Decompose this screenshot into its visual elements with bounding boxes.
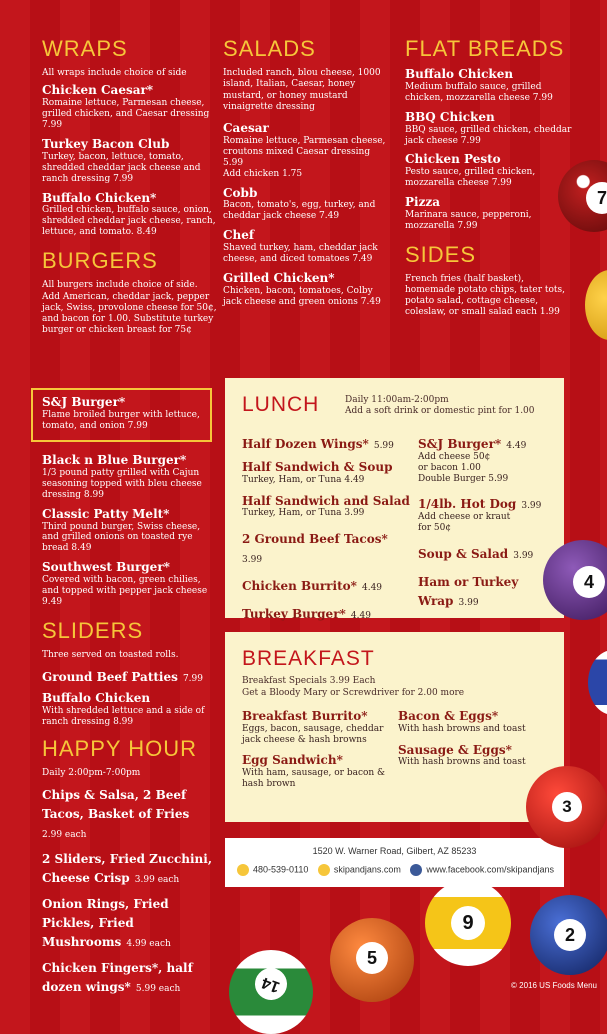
lunch-heading: LUNCH	[242, 393, 320, 416]
item-name: Ham or Turkey Wrap	[418, 574, 519, 608]
item-desc: Add cheese 50¢ or bacon 1.00 Double Burger 5.99	[418, 452, 509, 484]
breakfast-info	[242, 676, 464, 699]
billiard-ball-10	[588, 650, 607, 715]
right-column	[405, 38, 575, 318]
sliders-note: Three served on toasted rolls.	[42, 650, 179, 661]
phone[interactable]: 480-539-0110	[237, 864, 308, 876]
item-name: S&J Burger*	[418, 437, 502, 451]
item-name: Chicken Fingers*, half dozen wings*	[42, 961, 193, 995]
happy-hour-item	[42, 848, 212, 886]
happy-hour-item	[42, 893, 212, 950]
lunch-item	[242, 495, 412, 520]
item-desc: Pesto sauce, grilled chicken, mozzarella cheese 7.99	[405, 167, 536, 189]
breakfast-specials: Breakfast Specials 3.99 Each	[242, 676, 376, 686]
item-desc: Marinara sauce, pepperoni, mozzarella 7.99	[405, 210, 532, 231]
flat-bread-item	[405, 111, 575, 147]
item-desc: With shredded lettuce and a side of ranch dressing 8.99	[42, 706, 205, 728]
left-column-lower	[42, 454, 212, 1002]
item-price: 3.99	[242, 555, 263, 566]
item-desc: With hash browns and toast	[398, 757, 526, 768]
ball-number: 2	[554, 919, 586, 951]
ball-number: 4	[573, 566, 605, 598]
item-name: Onion Rings, Fried Pickles, Fried Mushrooms	[42, 897, 169, 950]
item-price: 7.99	[182, 674, 203, 685]
item-price: 5.99 each	[135, 984, 181, 995]
lunch-item	[242, 575, 412, 594]
item-desc: With ham, sausage, or bacon & hash brown	[242, 768, 386, 789]
item-desc: Turkey, Ham, or Tuna 3.99	[242, 508, 365, 519]
website-link[interactable]: skipandjans.com	[318, 864, 401, 876]
item-name: Chicken Burrito*	[242, 579, 357, 594]
burger-item	[42, 508, 212, 555]
facebook-icon	[410, 864, 422, 876]
item-desc: Turkey, Ham, or Tuna 4.49	[242, 474, 365, 485]
item-desc: Romaine lettuce, Parmesan cheese, grilled chicken, and Caesar dressing 7.99	[42, 98, 210, 130]
item-name: Turkey Bacon Club	[42, 136, 170, 151]
lunch-item	[418, 493, 553, 534]
item-name: Grilled Chicken*	[223, 271, 335, 286]
item-name: Breakfast Burrito*	[242, 709, 368, 723]
item-name: Chef	[223, 228, 255, 243]
salad-item	[223, 229, 388, 265]
item-price: 5.99	[373, 441, 394, 451]
wraps-note: All wraps include choice of side	[42, 68, 187, 78]
item-price: 3.99	[521, 501, 542, 512]
item-price: 4.99 each	[126, 939, 171, 950]
item-desc: Bacon, tomato's, egg, turkey, and cheddar jack cheese 7.49	[223, 200, 376, 222]
item-name: Egg Sandwich*	[242, 753, 343, 768]
item-name: Soup & Salad	[418, 546, 509, 561]
flat-bread-item	[405, 68, 575, 104]
ball-number: 7	[586, 182, 607, 214]
web-icon	[318, 864, 330, 876]
burger-item	[42, 454, 212, 501]
lunch-item	[242, 603, 412, 622]
phone-icon	[237, 864, 249, 876]
item-name: Cobb	[223, 185, 258, 200]
item-price: 4.49	[350, 611, 371, 622]
salad-item	[223, 122, 388, 180]
item-desc: Romaine lettuce, Parmesan cheese, croutons mixed Caesar dressing 5.99	[223, 135, 386, 168]
lunch-panel	[225, 378, 564, 622]
item-desc: Turkey, bacon, lettuce, tomato, shredded cheddar jack cheese and ranch dressing 7.99	[42, 151, 201, 184]
item-name: Pizza	[405, 195, 440, 210]
item-name: Buffalo Chicken	[405, 67, 514, 81]
item-name: Southwest Burger*	[42, 560, 170, 575]
item-name: Chicken Pesto	[405, 152, 501, 167]
lunch-note: Add a soft drink or domestic pint for 1.00	[345, 406, 535, 417]
happy-hour-item	[42, 784, 212, 841]
item-name: 2 Ground Beef Tacos*	[242, 532, 388, 547]
item-desc: Shaved turkey, ham, cheddar jack cheese, and diced tomatoes 7.49	[223, 243, 378, 265]
address: 1520 W. Warner Road, Gilbert, AZ 85233	[312, 846, 477, 856]
item-name: Caesar	[223, 121, 269, 135]
wrap-item	[42, 84, 217, 131]
item-name: Half Sandwich and Salad	[242, 493, 410, 508]
item-desc: BBQ sauce, grilled chicken, cheddar jack cheese 7.99	[405, 124, 572, 146]
breakfast-right	[398, 710, 538, 777]
ball-number: 5	[356, 942, 388, 974]
contact-row	[237, 864, 554, 876]
ball-number: 9	[451, 906, 485, 940]
item-name: Classic Patty Melt*	[42, 506, 170, 521]
item-name: BBQ Chicken	[405, 109, 495, 124]
item-desc: Covered with bacon, green chilies, and topped with pepper jack cheese 9.49	[42, 575, 208, 608]
lunch-right	[418, 433, 553, 618]
item-name: Bacon & Eggs*	[398, 709, 499, 723]
salads-note: Included ranch, blou cheese, 1000 island, Italian, Caesar, honey mustard, or honey mustard vinaigrette dressing	[223, 68, 381, 112]
lunch-item	[242, 433, 412, 452]
lunch-hours: Daily 11:00am-2:00pm	[345, 395, 449, 405]
breakfast-panel	[225, 632, 564, 822]
flat-breads-heading: FLAT BREADS	[405, 36, 565, 61]
billiard-ball-yellow	[585, 270, 607, 340]
lunch-info	[345, 395, 535, 418]
burgers-heading: BURGERS	[42, 248, 158, 274]
lunch-item	[418, 543, 553, 562]
featured-burger-box	[31, 388, 212, 442]
billiard-ball-2	[530, 895, 607, 975]
item-desc: 1/3 pound patty grilled with Cajun seasoning topped with bleu cheese dressing 8.99	[42, 467, 202, 500]
item-name: Half Dozen Wings*	[242, 437, 369, 451]
contact-bar	[225, 838, 564, 887]
left-column	[42, 38, 217, 342]
lunch-item	[418, 433, 553, 484]
sliders-heading: SLIDERS	[42, 618, 144, 644]
salads-heading: SALADS	[223, 36, 316, 61]
item-name: Turkey Burger*	[242, 607, 346, 622]
billiard-ball-5	[330, 918, 414, 1002]
sides-heading: SIDES	[405, 241, 477, 267]
copyright: © 2016 US Foods Menu	[511, 981, 597, 990]
item-price: 3.99 each	[134, 875, 180, 886]
item-name: Ground Beef Patties	[42, 670, 178, 685]
item-desc: Medium buffalo sauce, grilled chicken, mozzarella cheese 7.99	[405, 81, 553, 103]
item-price: 3.99	[513, 550, 534, 561]
happy-hour-note: Daily 2:00pm-7:00pm	[42, 768, 141, 779]
item-name: 2 Sliders, Fried Zucchini, Cheese Crisp	[42, 852, 213, 886]
item-name: 1/4lb. Hot Dog	[418, 497, 517, 512]
item-name: Buffalo Chicken	[42, 691, 151, 706]
middle-column	[223, 38, 388, 315]
item-extra: Add chicken 1.75	[223, 168, 303, 179]
flat-bread-item	[405, 196, 575, 232]
item-desc: Flame broiled burger with lettuce, tomato, and onion 7.99	[42, 409, 200, 431]
item-desc: Add cheese or kraut for 50¢	[418, 512, 511, 534]
lunch-item	[242, 461, 412, 486]
wrap-item	[42, 138, 217, 185]
breakfast-item	[398, 744, 538, 769]
item-name: Half Sandwich & Soup	[242, 460, 393, 474]
lunch-item	[418, 571, 553, 609]
sides-desc: French fries (half basket), homemade potato chips, tater tots, potato salad, cottage cheese, coleslaw, or small salad each 1.99	[405, 273, 566, 317]
item-name: Sausage & Eggs*	[398, 742, 512, 757]
breakfast-item	[398, 710, 538, 735]
item-price: 3.99	[458, 597, 479, 608]
slider-item	[42, 692, 212, 728]
item-name: Black n Blue Burger*	[42, 453, 187, 467]
lunch-left	[242, 433, 412, 631]
item-desc: Eggs, bacon, sausage, cheddar jack cheese & hash browns	[242, 723, 384, 745]
wrap-item	[42, 192, 217, 239]
item-name: S&J Burger*	[42, 395, 126, 409]
breakfast-item	[242, 754, 392, 789]
lunch-header	[242, 394, 319, 415]
salad-item	[223, 187, 388, 223]
flat-bread-item	[405, 153, 575, 189]
slider-item	[42, 666, 212, 685]
breakfast-note: Get a Bloody Mary or Screwdriver for 2.00 more	[242, 687, 465, 698]
breakfast-left	[242, 710, 392, 799]
item-name: Chicken Caesar*	[42, 83, 154, 98]
item-price: 4.49	[506, 441, 527, 451]
salad-item	[223, 272, 388, 308]
happy-hour-heading: HAPPY HOUR	[42, 736, 198, 762]
item-name: Buffalo Chicken*	[42, 190, 157, 205]
breakfast-heading: BREAKFAST	[242, 647, 375, 670]
billiard-ball-14	[229, 950, 313, 1034]
item-price: 4.49	[361, 583, 383, 594]
billiard-ball-9	[425, 880, 511, 966]
item-price: 2.99 each	[42, 830, 87, 841]
burger-item	[42, 561, 212, 608]
ball-number: 14	[250, 963, 291, 1004]
item-desc: With hash browns and toast	[398, 723, 526, 734]
item-desc: Chicken, bacon, tomatoes, Colby jack cheese and green onions 7.49	[223, 285, 381, 307]
item-name: Chips & Salsa, 2 Beef Tacos, Basket of Fries	[42, 788, 190, 822]
happy-hour-item	[42, 957, 212, 995]
item-desc: Third pound burger, Swiss cheese, and grilled onions on toasted rye bread 8.49	[42, 521, 201, 554]
ball-number: 3	[552, 792, 582, 822]
facebook-link[interactable]: www.facebook.com/skipandjans	[410, 864, 554, 876]
lunch-item	[242, 528, 412, 566]
breakfast-item	[242, 710, 392, 745]
item-desc: Grilled chicken, buffalo sauce, onion, shredded cheddar jack cheese, ranch, lettuce, and tomato. 8.49	[42, 205, 216, 238]
wraps-heading: WRAPS	[42, 36, 128, 61]
billiard-ball-3	[526, 766, 607, 848]
burgers-note: All burgers include choice of side. Add American, cheddar jack, pepper jack, Swiss, provolone cheese for 50¢, and bacon for 1.00. Substitute turkey burger or chicken breast for 75¢	[42, 280, 217, 336]
